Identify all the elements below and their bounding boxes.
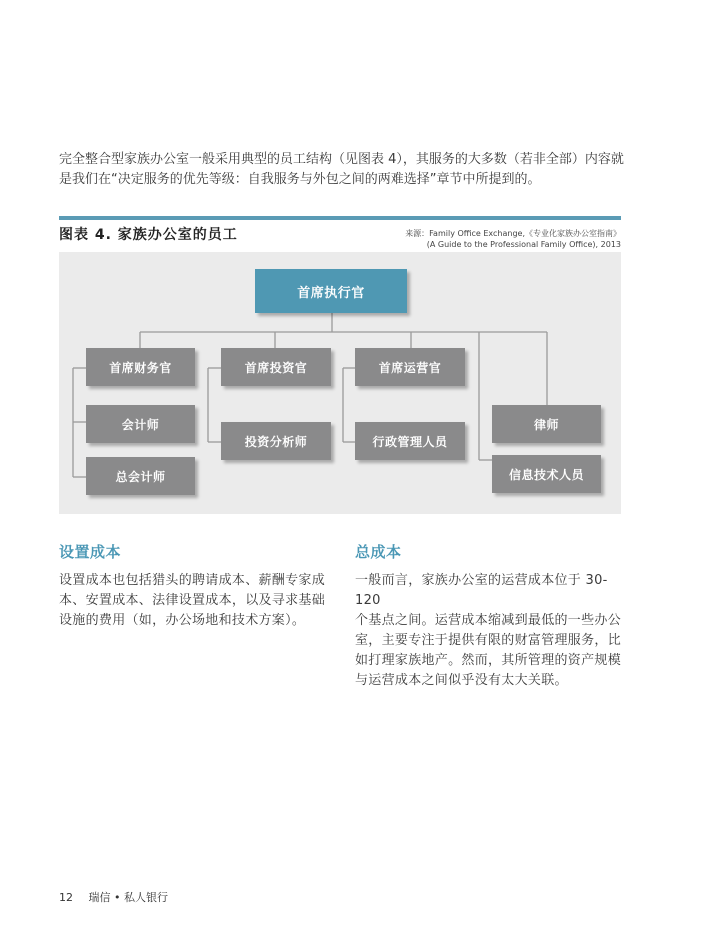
body-line: 室，主要专注于提供有限的财富管理服务，比 — [355, 633, 622, 648]
intro-paragraph — [59, 150, 649, 190]
org-box-coo: 首席运营官 — [355, 348, 465, 386]
body-line: 本、安置成本、法律设置成本，以及寻求基础 — [59, 593, 326, 608]
body-line: 设施的费用（如，办公场地和技术方案）。 — [59, 613, 306, 628]
total-cost-section — [355, 541, 633, 691]
org-box-lawyer: 律师 — [492, 405, 601, 443]
body-line: 如打理家族地产。然而，其所管理的资产规模 — [355, 653, 622, 668]
org-box-cio: 首席投资官 — [221, 348, 331, 386]
page-footer — [59, 889, 180, 905]
body-line: 个基点之间。运营成本缩减到最低的一些办公 — [355, 613, 622, 628]
org-box-accountant: 会计师 — [86, 405, 195, 443]
figure-source-line: (A Guide to the Professional Family Office), 2013 — [426, 240, 621, 249]
org-box-chief-accountant: 总会计师 — [86, 457, 195, 495]
figure-source-line: 来源：Family Office Exchange,《专业化家族办公室指南》 — [405, 229, 621, 238]
setup-cost-body — [59, 571, 337, 631]
intro-line: 是我们在“决定服务的优先等级：自我服务与外包之间的两难选择”章节中所提到的。 — [59, 172, 541, 187]
org-box-it-staff: 信息技术人员 — [492, 455, 601, 493]
intro-line: 完全整合型家族办公室一般采用典型的员工结构（见图表 4），其服务的大多数（若非全部）内容就 — [59, 152, 624, 167]
page-number: 12 — [59, 891, 73, 904]
org-box-analyst: 投资分析师 — [221, 422, 331, 460]
setup-cost-section — [59, 541, 337, 631]
body-line: 与运营成本之间似乎没有太大关联。 — [355, 673, 568, 688]
org-box-cfo: 首席财务官 — [86, 348, 195, 386]
publication-name: 瑞信 • 私人银行 — [88, 891, 168, 904]
figure-top-rule — [59, 216, 621, 220]
setup-cost-heading: 设置成本 — [59, 543, 122, 561]
org-box-admin: 行政管理人员 — [355, 422, 465, 460]
total-cost-heading: 总成本 — [355, 543, 402, 561]
figure-source — [405, 228, 621, 250]
figure-title: 图表 4. 家族办公室的员工 — [59, 227, 238, 243]
body-line: 一般而言，家族办公室的运营成本位于 30-120 — [355, 573, 608, 608]
body-line: 设置成本也包括猎头的聘请成本、薪酬专家成 — [59, 573, 326, 588]
org-box-ceo: 首席执行官 — [255, 269, 407, 313]
org-chart — [59, 252, 621, 514]
total-cost-body — [355, 571, 633, 691]
